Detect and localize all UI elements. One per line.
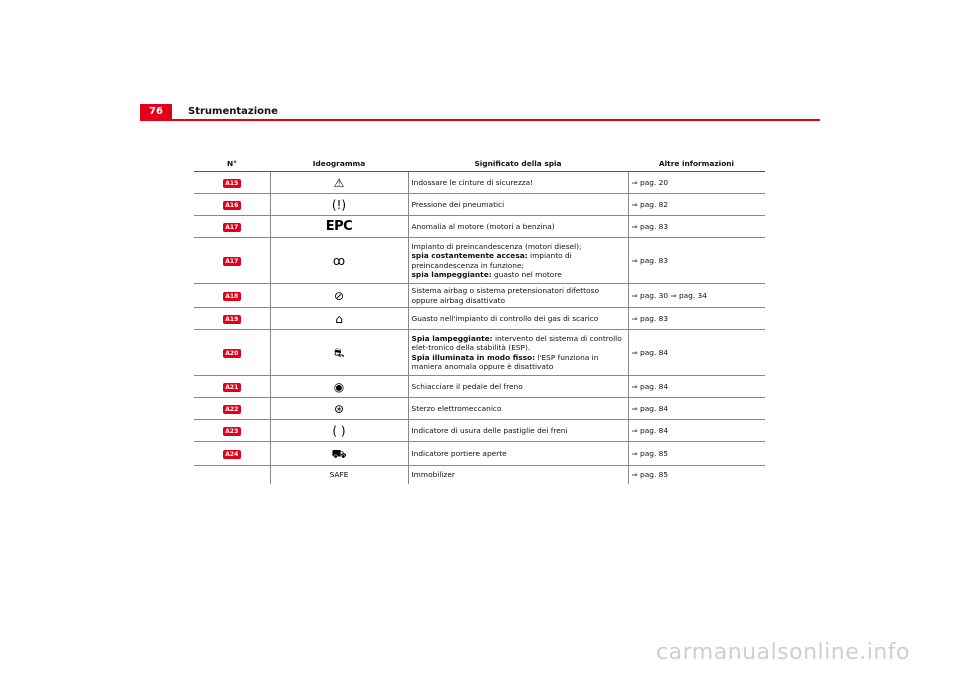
meaning-line [412,222,625,232]
meaning-line [412,404,625,414]
meaning-cell [408,172,628,194]
header-rule [140,119,820,121]
meaning-label: spia costantemente accesa: [411,251,528,260]
icon-cell [270,238,408,284]
meaning-cell [408,376,628,398]
row-number-cell [194,398,270,420]
table-header-row [194,157,765,172]
icon-cell [270,420,408,442]
meaning-text: Indicatore portiere aperte [411,448,507,458]
meaning-text: Pressione dei pneumatici [411,199,505,209]
row-number-cell [194,216,270,238]
meaning-text: guasto nel motore [491,270,562,279]
table-row [194,420,765,442]
info-cell: ⇒ pag. 83 [628,238,765,284]
row-number-badge: A15 [223,179,241,188]
icon-cell [270,376,408,398]
airbag-off-icon: ⊘ [333,288,345,303]
meaning-text: Indicatore di usura delle pastiglie dei freni [411,425,568,435]
meaning-text: Impianto di preincandescenza (motori diesel); [411,241,582,251]
warning-lights-table [194,157,765,484]
info-cell: ⇒ pag. 84 [628,330,765,376]
door-open-icon: ⛟ [331,446,347,461]
icon-cell [270,308,408,330]
row-number-badge: A17 [223,223,241,232]
info-cell: ⇒ pag. 85 [628,442,765,466]
meaning-text: Indossare le cinture di sicurezza! [411,177,534,187]
row-number-cell [194,284,270,308]
info-cell: ⇒ pag. 84 [628,420,765,442]
meaning-text: Guasto nell'impianto di controllo dei gas di scarico [411,313,599,323]
brake-pad-icon: ( ) [332,423,346,438]
info-cell: ⇒ pag. 82 [628,194,765,216]
meaning-cell [408,442,628,466]
icon-cell [270,398,408,420]
icon-cell [270,194,408,216]
epc-icon: EPC [325,218,353,234]
meaning-text: Sistema airbag o sistema pretensionatori difettoso oppure airbag disattivato [411,286,599,305]
seatbelt-warning-icon: ⚠ [333,175,345,190]
meaning-line [412,426,625,436]
meaning-cell [408,238,628,284]
row-number-cell [194,376,270,398]
row-number-cell [194,194,270,216]
info-cell: ⇒ pag. 30 ⇒ pag. 34 [628,284,765,308]
row-number-badge: A19 [223,315,241,324]
meaning-line [412,242,625,252]
brake-pedal-icon: ◉ [333,379,345,394]
icon-cell [270,172,408,194]
row-number-badge: A17 [223,257,241,266]
meaning-line [412,314,625,324]
row-number-badge: A18 [223,292,241,301]
row-number-cell [194,330,270,376]
row-number-badge: A16 [223,201,241,210]
table-row [194,330,765,376]
meaning-cell [408,216,628,238]
meaning-text: Immobilizer [411,470,455,480]
table-row [194,308,765,330]
engine-exhaust-icon: ⌂ [335,311,343,326]
meaning-cell [408,398,628,420]
row-number-cell [194,308,270,330]
row-number-badge: A21 [223,383,241,392]
meaning-cell [408,420,628,442]
meaning-label: Spia illuminata in modo fisso: [411,352,536,362]
table-row [194,172,765,194]
row-number-cell [194,466,270,485]
table-row [194,398,765,420]
column-header-info: Altre informazioni [628,157,765,172]
meaning-line [412,470,625,480]
info-cell: ⇒ pag. 83 [628,308,765,330]
meaning-text: Anomalia al motore (motori a benzina) [411,221,555,231]
safe-label: SAFE [329,470,349,479]
table-row [194,284,765,308]
row-number-badge: A22 [223,405,241,414]
meaning-label: Spia lampeggiante: [411,333,493,343]
meaning-cell [408,194,628,216]
page-number: 76 [140,104,172,120]
table-row [194,194,765,216]
icon-cell [270,466,408,485]
meaning-text: Sterzo elettromeccanico [411,403,502,413]
row-number-cell [194,442,270,466]
meaning-line [412,334,625,353]
column-header-meaning: Significato della spia [408,157,628,172]
row-number-badge: A23 [223,427,241,436]
column-header-number: N° [194,157,270,172]
row-number-badge: A20 [223,349,241,358]
steering-icon: ⊛ [333,401,345,416]
table-row [194,216,765,238]
meaning-text: impianto di preincandescenza in funzione; [411,251,572,270]
meaning-text: Schiacciare il pedale del freno [411,381,523,391]
column-header-icon: Ideogramma [270,157,408,172]
esp-icon: ⛐ [333,345,345,360]
meaning-cell [408,466,628,485]
row-number-cell [194,420,270,442]
meaning-line [412,353,625,372]
table-row [194,238,765,284]
icon-cell [270,284,408,308]
icon-cell [270,216,408,238]
icon-cell [270,330,408,376]
row-number-cell [194,238,270,284]
meaning-cell [408,330,628,376]
table-body [194,172,765,485]
info-cell: ⇒ pag. 85 [628,466,765,485]
meaning-text: intervento del sistema di controllo elet-tronico della stabilità (ESP). [411,333,622,352]
meaning-text: l'ESP funziona in maniera anomala oppure è disattivato [411,352,599,371]
row-number-badge: A24 [223,450,241,459]
info-cell: ⇒ pag. 20 [631,177,669,187]
meaning-line [412,270,625,280]
row-number-cell [194,172,270,194]
glow-plug-icon: ꝏ [332,253,346,268]
meaning-line [412,200,625,210]
icon-cell [270,442,408,466]
meaning-label: spia lampeggiante: [411,270,492,279]
meaning-line [412,286,625,305]
meaning-cell [408,308,628,330]
meaning-line [412,178,625,188]
table-row [194,376,765,398]
info-cell: ⇒ pag. 83 [628,216,765,238]
meaning-line [412,251,625,270]
table-row [194,442,765,466]
info-cell: ⇒ pag. 84 [628,398,765,420]
page-title: Strumentazione [188,106,278,117]
table-row [194,466,765,485]
meaning-line [412,449,625,459]
meaning-line [412,382,625,392]
info-cell: ⇒ pag. 84 [628,376,765,398]
meaning-cell [408,284,628,308]
tyre-pressure-icon: (!) [331,197,347,212]
watermark: carmanualsonline.info [656,640,910,665]
